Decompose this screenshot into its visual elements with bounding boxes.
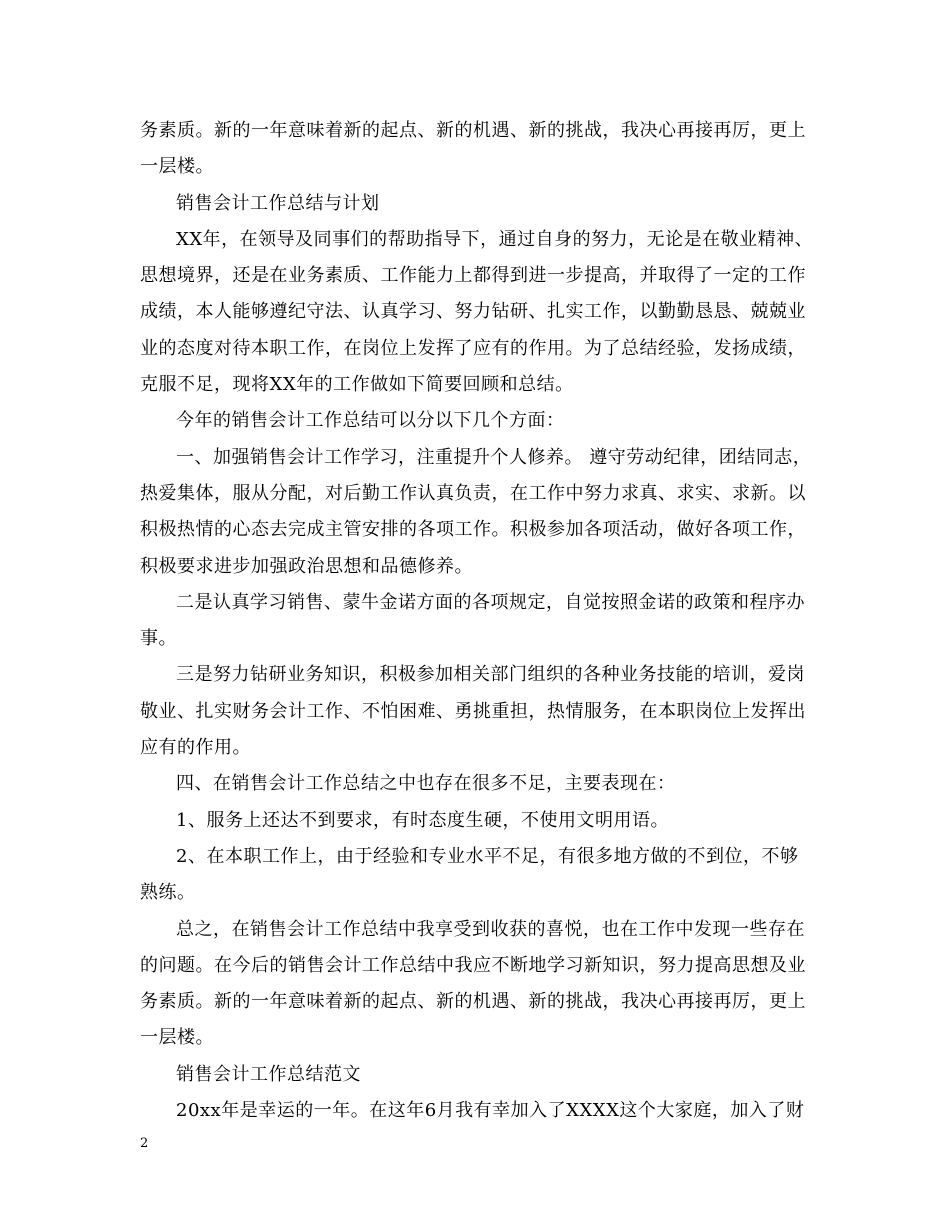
text-line: 2、在本职工作上，由于经验和专业水平不足，有很多地方做的不到位，不够 bbox=[176, 845, 799, 867]
text-line: 积极热情的心态去完成主管安排的各项工作。积极参加各项活动，做好各项工作， bbox=[140, 519, 806, 541]
text-line: 20xx年是幸运的一年。在这年6月我有幸加入了XXXX这个大家庭，加入了财 bbox=[176, 1100, 805, 1122]
text-line: 克服不足，现将XX年的工作做如下简要回顾和总结。 bbox=[140, 374, 574, 396]
text-line: XX年，在领导及同事们的帮助指导下，通过自身的努力，无论是在敬业精神、 bbox=[176, 228, 814, 250]
text-line: 务素质。新的一年意味着新的起点、新的机遇、新的挑战，我决心再接再厉，更上 bbox=[140, 120, 806, 141]
text-line: 销售会计工作总结范文 bbox=[176, 1063, 361, 1085]
text-line: 业的态度对待本职工作，在岗位上发挥了应有的作用。为了总结经验，发扬成绩， bbox=[140, 337, 806, 359]
text-line: 热爱集体，服从分配，对后勤工作认真负责，在工作中努力求真、求实、求新。以 bbox=[140, 482, 806, 504]
text-line: 一层楼。 bbox=[140, 156, 214, 178]
text-line: 成绩，本人能够遵纪守法、认真学习、努力钻研、扎实工作，以勤勤恳恳、兢兢业 bbox=[140, 301, 806, 323]
text-line: 思想境界，还是在业务素质、工作能力上都得到进一步提高，并取得了一定的工作 bbox=[140, 265, 806, 287]
text-line: 四、在销售会计工作总结之中也存在很多不足，主要表现在： bbox=[176, 773, 676, 795]
text-line: 应有的作用。 bbox=[140, 737, 251, 759]
text-line: 销售会计工作总结与计划 bbox=[176, 192, 380, 214]
text-line: 今年的销售会计工作总结可以分以下几个方面： bbox=[176, 410, 565, 432]
page-number: 2 bbox=[140, 1136, 149, 1151]
text-line: 的问题。在今后的销售会计工作总结中我应不断地学习新知识，努力提高思想及业 bbox=[140, 954, 806, 976]
text-line: 一、加强销售会计工作学习，注重提升个人修养。 遵守劳动纪律，团结同志， bbox=[176, 446, 812, 468]
text-line: 总之，在销售会计工作总结中我享受到收获的喜悦，也在工作中发现一些存在 bbox=[176, 918, 805, 940]
text-line: 积极要求进步加强政治思想和品德修养。 bbox=[140, 555, 473, 577]
text-line: 敬业、扎实财务会计工作、不怕困难、勇挑重担，热情服务，在本职岗位上发挥出 bbox=[140, 700, 806, 722]
text-line: 务素质。新的一年意味着新的起点、新的机遇、新的挑战，我决心再接再厉，更上 bbox=[140, 991, 806, 1013]
document-body bbox=[140, 113, 820, 1129]
text-line: 一层楼。 bbox=[140, 1027, 214, 1049]
text-line: 三是努力钻研业务知识，积极参加相关部门组织的各种业务技能的培训，爱岗 bbox=[176, 664, 805, 686]
text-line: 事。 bbox=[140, 628, 177, 650]
text-line: 二是认真学习销售、蒙牛金诺方面的各项规定，自觉按照金诺的政策和程序办 bbox=[176, 591, 805, 613]
text-line: 1、服务上还达不到要求，有时态度生硬，不使用文明用语。 bbox=[176, 809, 669, 831]
text-line: 熟练。 bbox=[140, 882, 196, 904]
